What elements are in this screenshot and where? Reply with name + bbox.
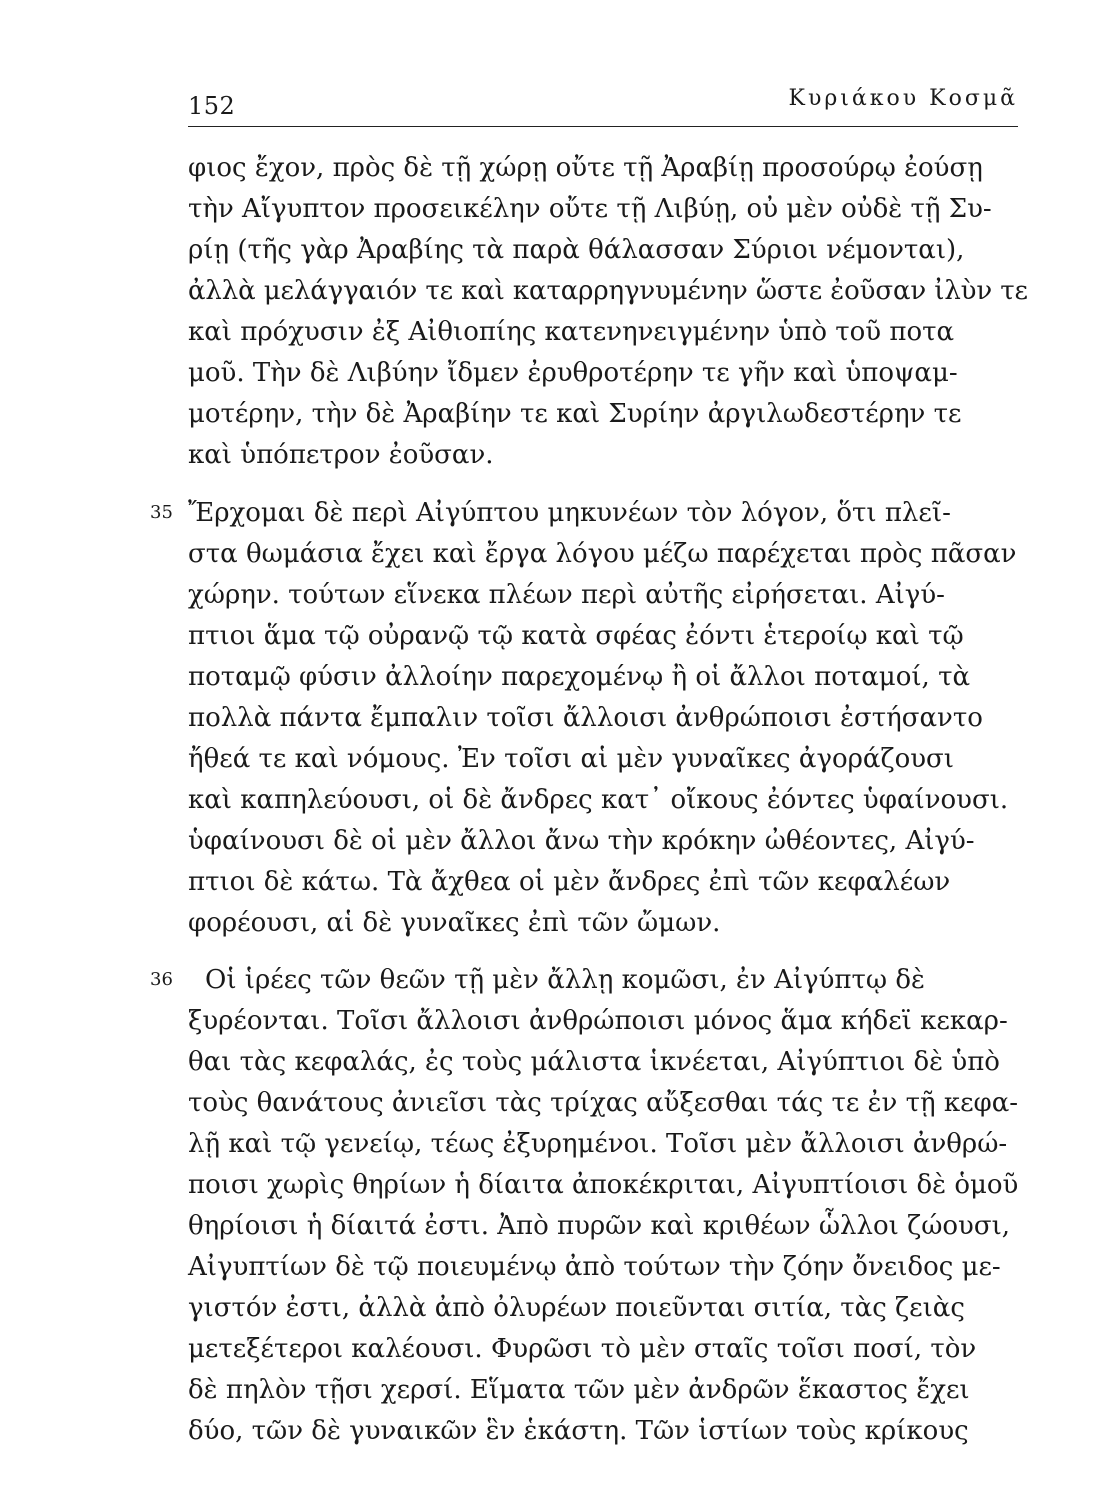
text-line: ὑφαίνουσι δὲ οἱ μὲν ἄλλοι ἄνω τὴν κρόκην ὠθέοντες, Αἰγύ- [188, 826, 975, 856]
running-title: Κυριάκου Κοσμᾶ [788, 86, 1018, 111]
text-line: στα θωμάσια ἔχει καὶ ἔργα λόγου μέζω παρέχεται πρὸς πᾶσαν [188, 539, 1017, 569]
section-number-35: 35 [150, 502, 173, 523]
text-line: πτιοι ἅμα τῷ οὐρανῷ τῷ κατὰ σφέας ἐόντι ἑτεροίῳ καὶ τῷ [188, 621, 964, 651]
text-line: τὴν Αἴγυπτον προσεικέλην οὔτε τῇ Λιβύῃ, οὐ μὲν οὐδὲ τῇ Συ- [188, 194, 992, 224]
text-line: δὲ πηλὸν τῇσι χερσί. Εἵματα τῶν μὲν ἀνδρῶν ἕκαστος ἔχει [188, 1375, 970, 1405]
text-line: λῇ καὶ τῷ γενείῳ, τέως ἐξυρημένοι. Τοῖσι μὲν ἄλλοισι ἀνθρώ- [188, 1129, 1008, 1159]
text-line: καὶ πρόχυσιν ἐξ Αἰθιοπίης κατενηνειγμένην ὑπὸ τοῦ ποτα [188, 317, 955, 347]
text-line: τοὺς θανάτους ἀνιεῖσι τὰς τρίχας αὔξεσθαι τάς τε ἐν τῇ κεφα- [188, 1088, 1019, 1118]
text-line: καὶ καπηλεύουσι, οἱ δὲ ἄνδρες κατ᾽ οἴκους ἐόντες ὑφαίνουσι. [188, 785, 1009, 815]
text-line: ποταμῷ φύσιν ἀλλοίην παρεχομένῳ ἢ οἱ ἄλλοι ποταμοί, τὰ [188, 662, 971, 692]
text-line: μοτέρην, τὴν δὲ Ἀραβίην τε καὶ Συρίην ἀργιλωδεστέρην τε [188, 399, 962, 429]
text-line: μετεξέτεροι καλέουσι. Φυρῶσι τὸ μὲν σταῖς τοῖσι ποσί, τὸν [188, 1334, 977, 1364]
text-line: πτιοι δὲ κάτω. Τὰ ἄχθεα οἱ μὲν ἄνδρες ἐπὶ τῶν κεφαλέων [188, 867, 951, 897]
text-line: Αἰγυπτίων δὲ τῷ ποιευμένῳ ἀπὸ τούτων τὴν ζόην ὄνειδος με- [188, 1252, 1001, 1282]
text-line: δύο, τῶν δὲ γυναικῶν ἓν ἑκάστη. Τῶν ἱστίων τοὺς κρίκους [188, 1416, 969, 1446]
section-number-36: 36 [150, 969, 173, 990]
text-line: θαι τὰς κεφαλάς, ἐς τοὺς μάλιστα ἱκνέεται, Αἰγύπτιοι δὲ ὑπὸ [188, 1047, 1000, 1077]
text-line: πολλὰ πάντα ἔμπαλιν τοῖσι ἄλλοισι ἀνθρώποισι ἐστήσαντο [188, 703, 983, 733]
text-line: φιος ἔχον, πρὸς δὲ τῇ χώρῃ οὔτε τῇ Ἀραβίῃ προσούρῳ ἐούσῃ [188, 153, 983, 183]
text-line: γιστόν ἐστι, ἀλλὰ ἀπὸ ὀλυρέων ποιεῦνται σιτία, τὰς ζειὰς [188, 1293, 965, 1323]
text-line: φορέουσι, αἱ δὲ γυναῖκες ἐπὶ τῶν ὤμων. [188, 908, 721, 938]
text-line: Οἱ ἱρέες τῶν θεῶν τῇ μὲν ἄλλῃ κομῶσι, ἐν Αἰγύπτῳ δὲ [205, 965, 925, 995]
text-line: ποισι χωρὶς θηρίων ἡ δίαιτα ἀποκέκριται, Αἰγυπτίοισι δὲ ὁμοῦ [188, 1170, 1019, 1200]
text-line: μοῦ. Τὴν δὲ Λιβύην ἴδμεν ἐρυθροτέρην τε γῆν καὶ ὑποψαμ- [188, 358, 958, 388]
page-header [188, 82, 1018, 127]
text-line: ἤθεά τε καὶ νόμους. Ἐν τοῖσι αἱ μὲν γυναῖκες ἀγοράζουσι [188, 744, 954, 774]
text-line: ἀλλὰ μελάγγαιόν τε καὶ καταρρηγνυμένην ὥστε ἐοῦσαν ἰλὺν τε [188, 276, 1028, 306]
text-line: θηρίοισι ἡ δίαιτά ἐστι. Ἀπὸ πυρῶν καὶ κριθέων ὧλλοι ζώουσι, [188, 1211, 1011, 1241]
page-number: 152 [188, 92, 236, 120]
text-line: καὶ ὑπόπετρον ἐοῦσαν. [188, 440, 494, 470]
text-line: ξυρέονται. Τοῖσι ἄλλοισι ἀνθρώποισι μόνος ἅμα κήδεϊ κεκαρ- [188, 1006, 1008, 1036]
text-line: χώρην. τούτων εἵνεκα πλέων περὶ αὐτῆς εἰρήσεται. Αἰγύ- [188, 580, 945, 610]
text-line: ρίῃ (τῆς γὰρ Ἀραβίης τὰ παρὰ θάλασσαν Σύριοι νέμονται), [188, 235, 965, 265]
text-line: Ἔρχομαι δὲ περὶ Αἰγύπτου μηκυνέων τὸν λόγον, ὅτι πλεῖ- [188, 498, 951, 528]
